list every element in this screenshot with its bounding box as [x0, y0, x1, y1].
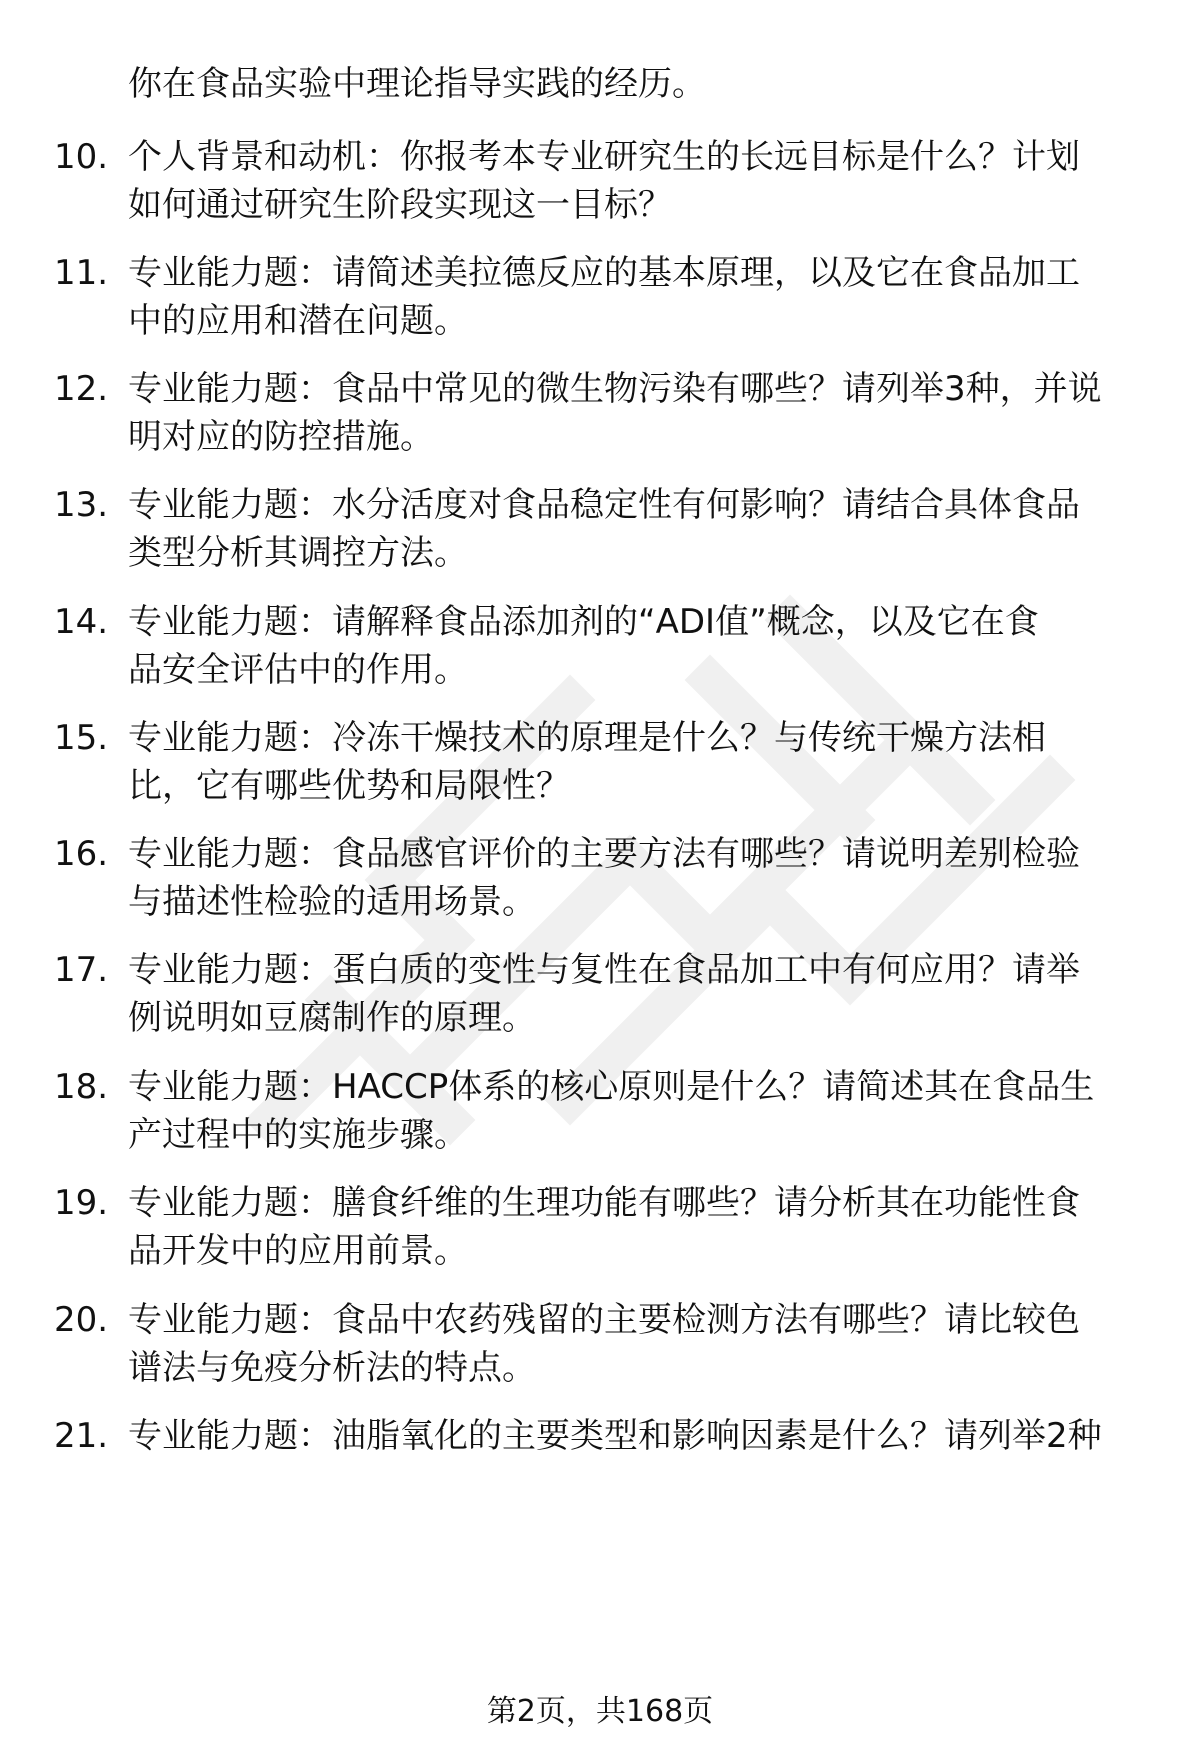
- question-item-10: [0, 133, 1200, 229]
- question-line: 专业能力题：食品中农药残留的主要检测方法有哪些？请比较色: [128, 1300, 1080, 1340]
- question-item-13: [0, 481, 1200, 577]
- question-text: [128, 133, 1178, 229]
- question-item-17: [0, 946, 1200, 1042]
- question-number: 21.: [54, 1416, 109, 1456]
- question-text: [128, 249, 1178, 345]
- question-line: 专业能力题：食品中常见的微生物污染有哪些？请列举3种，并说: [128, 369, 1102, 409]
- question-text: [128, 830, 1178, 926]
- question-text: [128, 946, 1178, 1042]
- continuation-text: 你在食品实验中理论指导实践的经历。: [128, 64, 706, 104]
- question-item-20: [0, 1296, 1200, 1392]
- question-number: 18.: [54, 1067, 109, 1107]
- question-number: 13.: [54, 485, 109, 525]
- question-line: 专业能力题：膳食纤维的生理功能有哪些？请分析其在功能性食: [128, 1183, 1080, 1223]
- question-line: 如何通过研究生阶段实现这一目标？: [128, 185, 672, 225]
- question-item-12: [0, 365, 1200, 461]
- question-text: [128, 1179, 1178, 1275]
- question-text: [128, 1412, 1178, 1460]
- question-line: 比，它有哪些优势和局限性？: [128, 766, 570, 806]
- question-line: 专业能力题：HACCP体系的核心原则是什么？请简述其在食品生: [128, 1067, 1095, 1107]
- question-number: 19.: [54, 1183, 109, 1223]
- question-line: 类型分析其调控方法。: [128, 533, 468, 573]
- question-text: [128, 598, 1178, 694]
- question-line: 品开发中的应用前景。: [128, 1231, 468, 1271]
- question-line: 中的应用和潜在问题。: [128, 301, 468, 341]
- question-line: 专业能力题：油脂氧化的主要类型和影响因素是什么？请列举2种: [128, 1416, 1102, 1456]
- question-item-11: [0, 249, 1200, 345]
- question-line: 产过程中的实施步骤。: [128, 1115, 468, 1155]
- question-line: 例说明如豆腐制作的原理。: [128, 998, 536, 1038]
- question-line: 专业能力题：蛋白质的变性与复性在食品加工中有何应用？请举: [128, 950, 1080, 990]
- question-number: 10.: [54, 137, 109, 177]
- question-line: 品安全评估中的作用。: [128, 650, 468, 690]
- question-number: 12.: [54, 369, 109, 409]
- question-text: [128, 714, 1178, 810]
- question-item-19: [0, 1179, 1200, 1275]
- question-line: 专业能力题：水分活度对食品稳定性有何影响？请结合具体食品: [128, 485, 1080, 525]
- question-item-21: [0, 1412, 1200, 1508]
- question-item-16: [0, 830, 1200, 926]
- question-number: 20.: [54, 1300, 109, 1340]
- question-line: 与描述性检验的适用场景。: [128, 882, 536, 922]
- question-line: 专业能力题：食品感官评价的主要方法有哪些？请说明差别检验: [128, 834, 1080, 874]
- question-line: 明对应的防控措施。: [128, 417, 434, 457]
- question-line: 专业能力题：冷冻干燥技术的原理是什么？与传统干燥方法相: [128, 718, 1046, 758]
- question-text: [128, 365, 1178, 461]
- question-number: 15.: [54, 718, 109, 758]
- question-text: [128, 481, 1178, 577]
- question-number: 11.: [54, 253, 109, 293]
- question-text: [128, 1063, 1178, 1159]
- question-item-18: [0, 1063, 1200, 1159]
- question-line: 个人背景和动机：你报考本专业研究生的长远目标是什么？计划: [128, 137, 1080, 177]
- question-line: 专业能力题：请简述美拉德反应的基本原理，以及它在食品加工: [128, 253, 1080, 293]
- question-item-14: [0, 598, 1200, 694]
- question-number: 14.: [54, 602, 109, 642]
- question-number: 17.: [54, 950, 109, 990]
- question-text: [128, 1296, 1178, 1392]
- question-number: 16.: [54, 834, 109, 874]
- question-item-15: [0, 714, 1200, 810]
- question-line: 专业能力题：请解释食品添加剂的“ADI值”概念，以及它在食: [128, 602, 1039, 642]
- page-footer: 第2页，共168页: [486, 1694, 714, 1729]
- question-line: 谱法与免疫分析法的特点。: [128, 1348, 536, 1388]
